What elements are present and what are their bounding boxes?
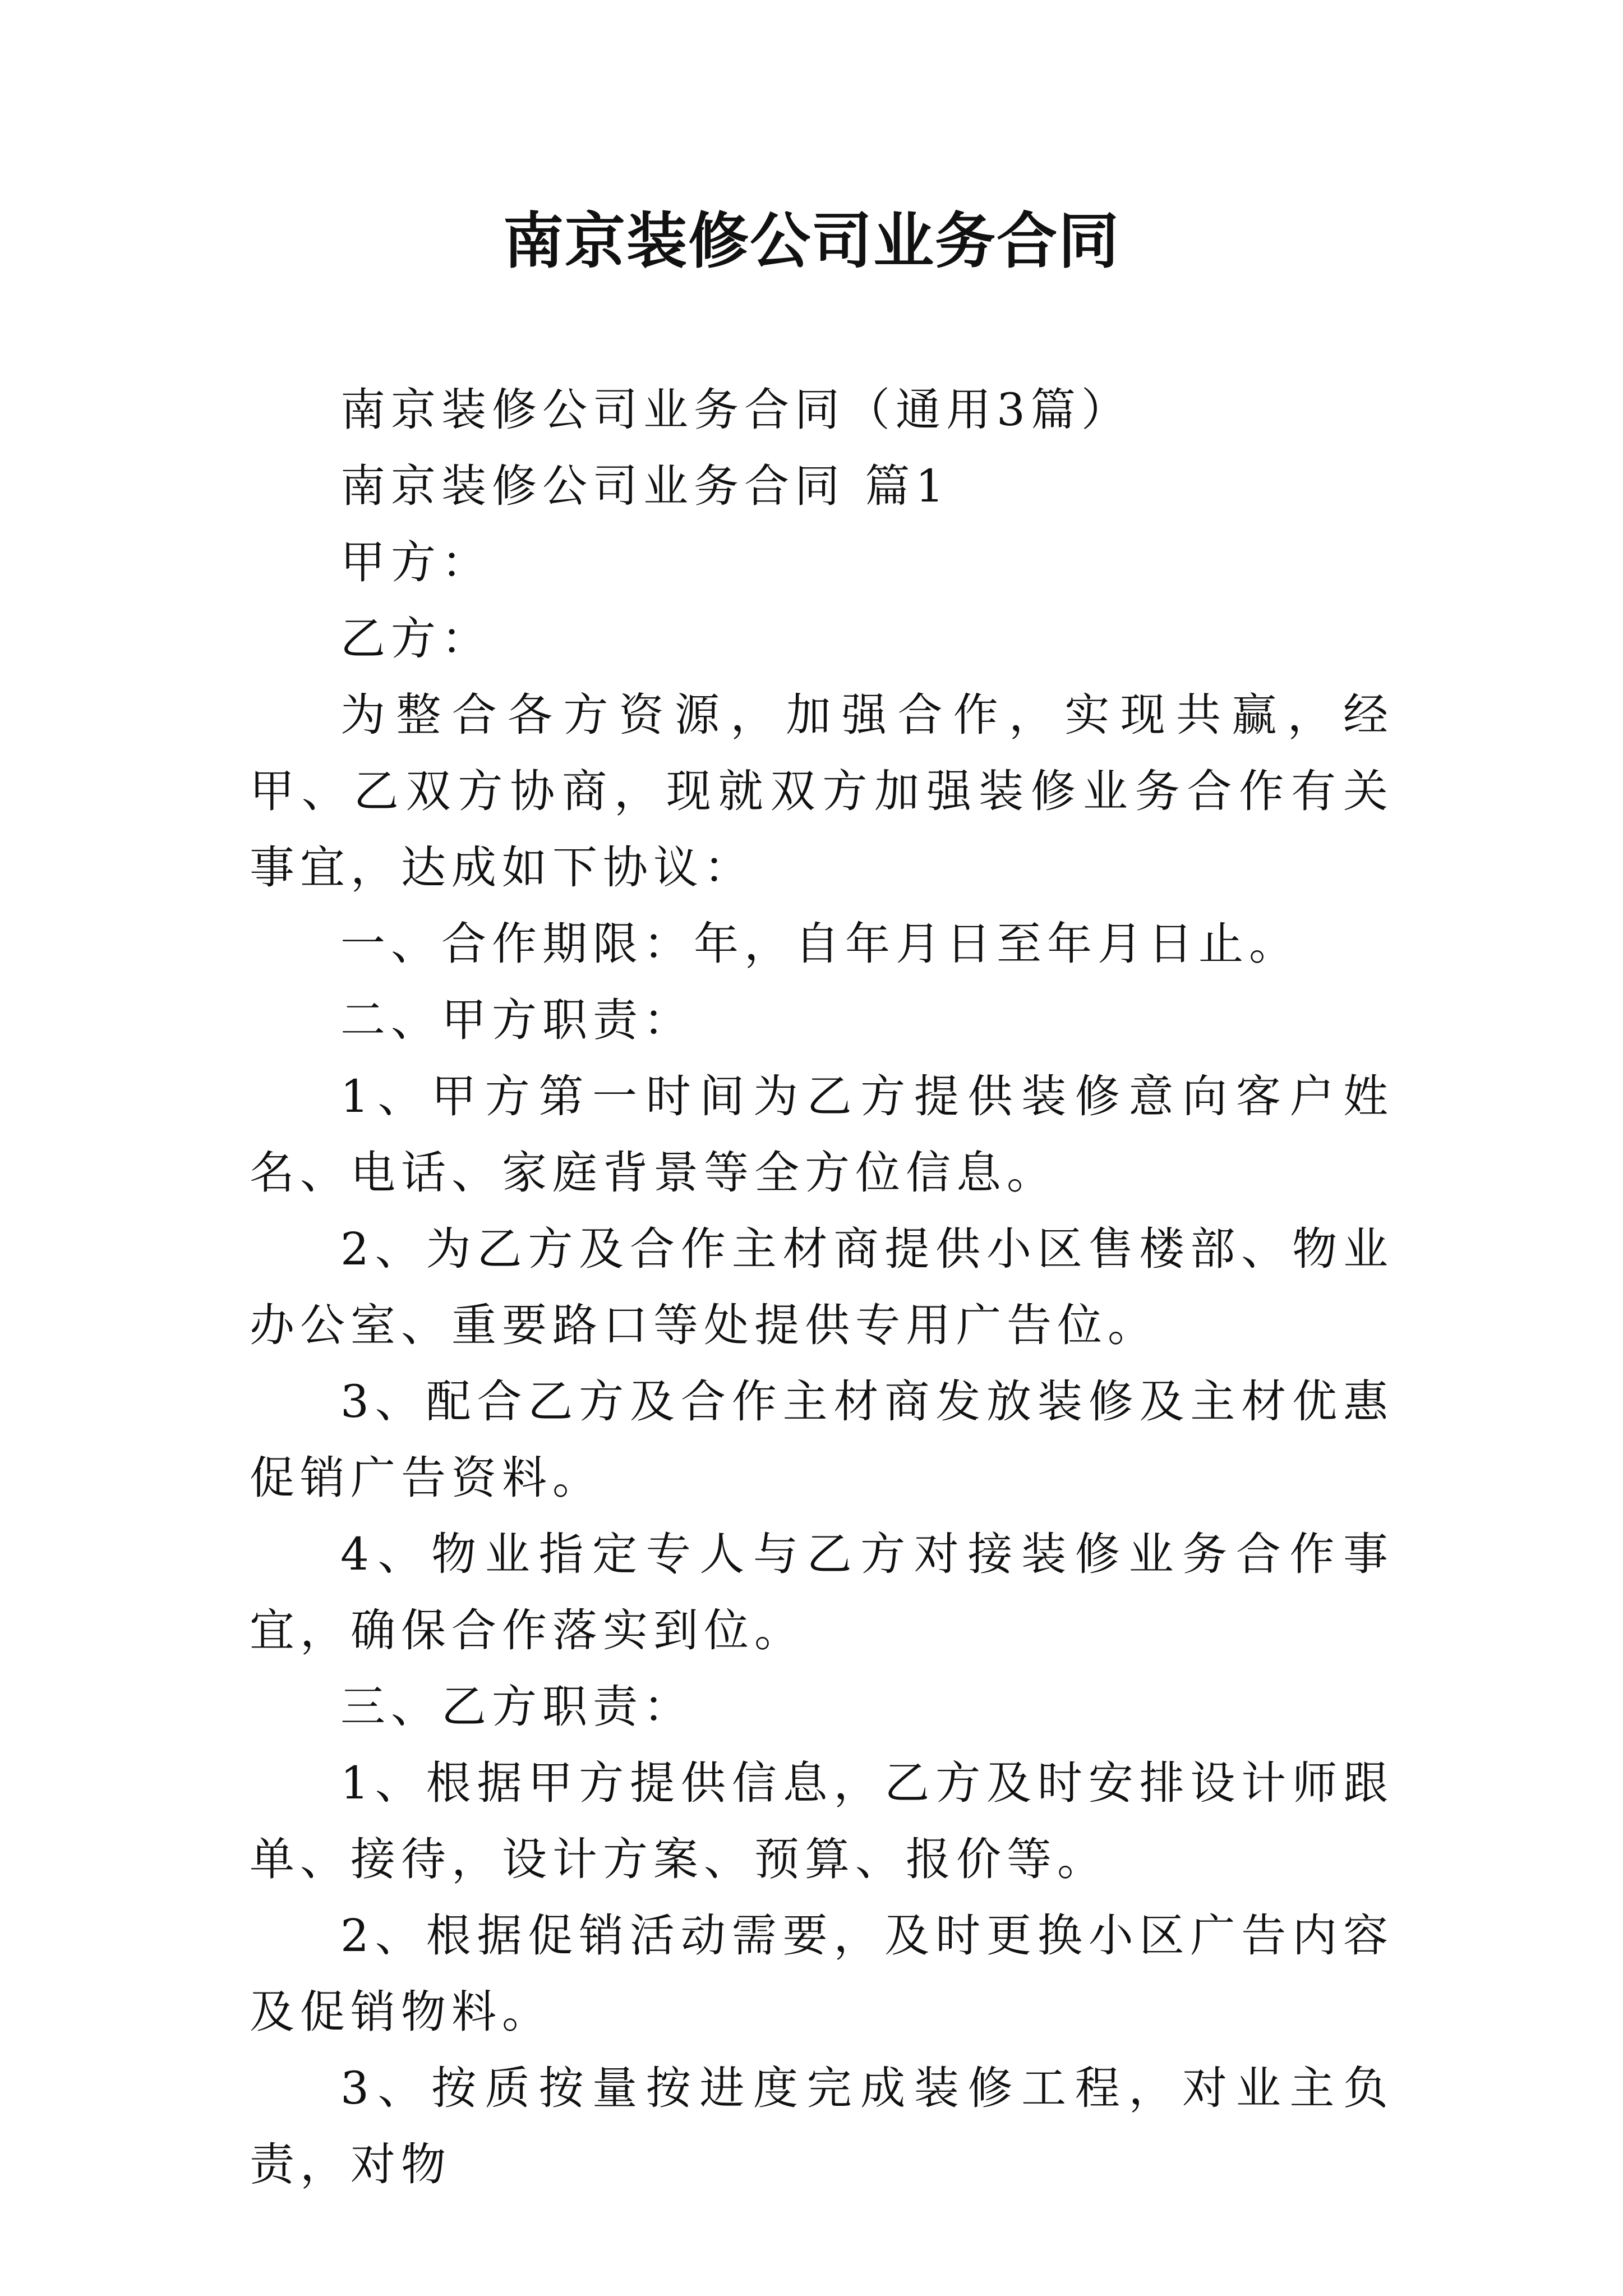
paragraph-party-b-duties-heading: 三、乙方职责： [340, 1681, 694, 1733]
paragraph-party-a-duties-heading: 二、甲方职责： [340, 994, 694, 1046]
document-title: 南京装修公司业务合同 [502, 206, 1120, 277]
paragraph-party-a-duty-3: 3、配合乙方及合作主材商发放装修及主材优惠促销广告资料。 [250, 1375, 1394, 1504]
paragraph-party-a: 甲方： [340, 536, 492, 588]
paragraph-preamble: 为整合各方资源，加强合作，实现共赢，经甲、乙双方协商，现就双方加强装修业务合作有关事宜，达成如下协议： [250, 689, 1394, 894]
paragraph-party-b-duty-3: 3、按质按量按进度完成装修工程，对业主负责，对物 [250, 2062, 1394, 2191]
paragraph-party-b-duty-1: 1、根据甲方提供信息，乙方及时安排设计师跟单、接待，设计方案、预算、报价等。 [250, 1757, 1394, 1885]
paragraph-section-heading: 南京装修公司业务合同 篇1 [340, 460, 950, 512]
document-body [250, 372, 1394, 2203]
paragraph-party-a-duty-2: 2、为乙方及合作主材商提供小区售楼部、物业办公室、重要路口等处提供专用广告位。 [250, 1223, 1394, 1351]
paragraph-party-a-duty-4: 4、物业指定专人与乙方对接装修业务合作事宜，确保合作落实到位。 [250, 1528, 1394, 1657]
paragraph-party-a-duty-1: 1、甲方第一时间为乙方提供装修意向客户姓名、电话、家庭背景等全方位信息。 [250, 1070, 1394, 1199]
paragraph-party-b-duty-2: 2、根据促销活动需要，及时更换小区广告内容及促销物料。 [250, 1910, 1394, 2038]
paragraph-subtitle: 南京装修公司业务合同（通用3篇） [340, 384, 1132, 436]
paragraph-term: 一、合作期限：年，自年月日至年月日止。 [340, 918, 1299, 970]
paragraph-party-b: 乙方： [340, 613, 492, 665]
